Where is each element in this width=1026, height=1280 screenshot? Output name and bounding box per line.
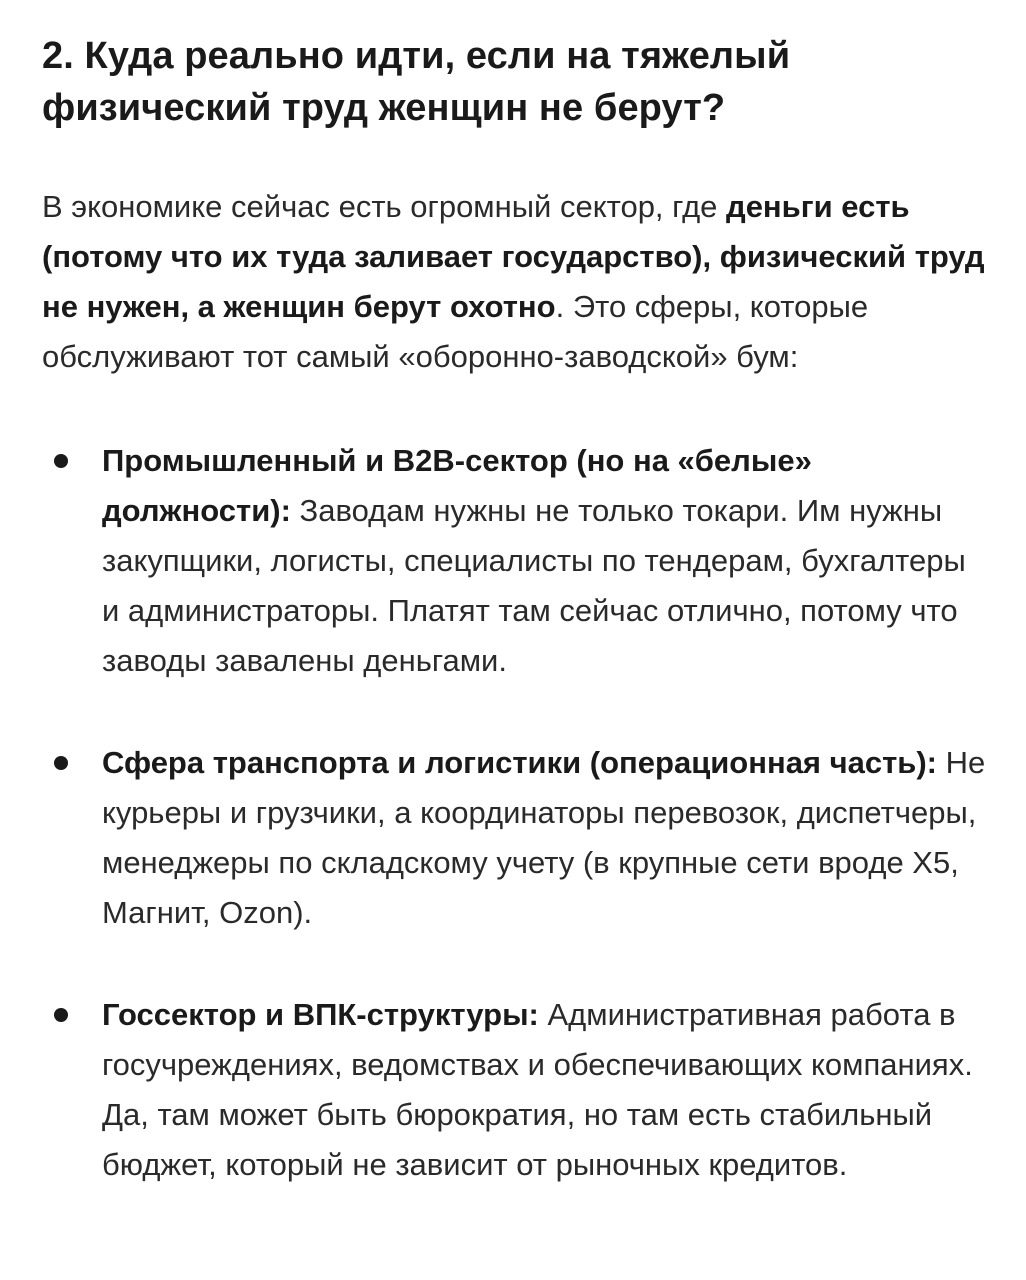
list-item-text: Административная работа в госучреждениях, ведомствах и обеспечивающих компаниях. Да, там может быть бюрократия, но там есть стабильный бюджет, который не зависит от рыночных кредитов. bbox=[102, 997, 973, 1182]
list-item bbox=[42, 738, 986, 938]
list-item bbox=[42, 436, 986, 686]
intro-paragraph bbox=[42, 182, 986, 382]
list-item-title: Сфера транспорта и логистики (операционная часть): bbox=[102, 745, 938, 780]
list-item-title: Госсектор и ВПК-структуры: bbox=[102, 997, 539, 1032]
intro-text-start: В экономике сейчас есть огромный сектор, где bbox=[42, 189, 727, 224]
bullet-icon bbox=[54, 454, 68, 468]
bullet-icon bbox=[54, 1008, 68, 1022]
list-item-title: Промышленный и B2B-сектор (но на «белые» должности): bbox=[102, 443, 812, 528]
list-item-text: Заводам нужны не только токари. Им нужны закупщики, логисты, специалисты по тендерам, бухгалтеры и администраторы. Платят там сейчас отлично, потому что заводы завалены деньгами. bbox=[102, 493, 966, 678]
list-item-text: Не курьеры и грузчики, а координаторы перевозок, диспетчеры, менеджеры по складскому учету (в крупные сети вроде X5, Магнит, Ozon). bbox=[102, 745, 986, 930]
intro-text-end: . Это сферы, которые обслуживают тот самый «оборонно-заводской» бум: bbox=[42, 289, 869, 374]
intro-bold-text: деньги есть (потому что их туда заливает государство), физический труд не нужен, а женщин берут охотно bbox=[42, 189, 985, 324]
bullet-icon bbox=[54, 756, 68, 770]
section-heading: 2. Куда реально идти, если на тяжелый физический труд женщин не берут? bbox=[42, 35, 791, 129]
sector-list bbox=[42, 436, 986, 1190]
list-item bbox=[42, 990, 986, 1190]
